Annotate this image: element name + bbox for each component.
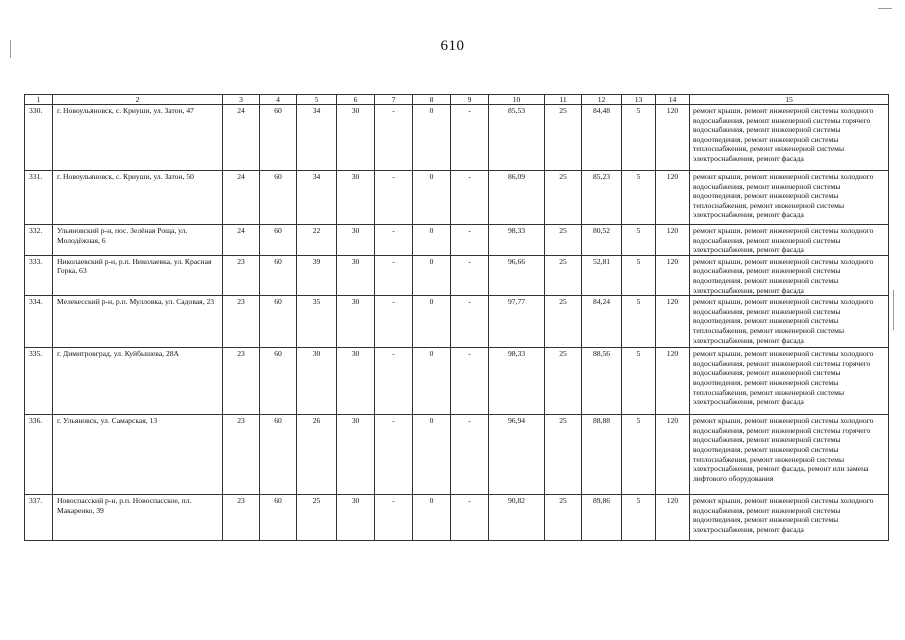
cell-col11: 25 — [545, 225, 582, 256]
cell-col3: 23 — [223, 495, 260, 541]
cell-col7: - — [375, 348, 413, 415]
cell-col3: 23 — [223, 255, 260, 295]
cell-col5: 25 — [297, 495, 337, 541]
row-number: 336. — [25, 415, 53, 495]
cell-col8: 0 — [413, 255, 451, 295]
cell-col7: - — [375, 296, 413, 348]
cell-col3: 23 — [223, 348, 260, 415]
cell-col6: 30 — [337, 255, 375, 295]
cell-col3: 24 — [223, 105, 260, 171]
cell-col7: - — [375, 415, 413, 495]
cell-col10: 86,09 — [489, 171, 545, 225]
registry-table — [24, 94, 889, 541]
cell-col9: - — [451, 495, 489, 541]
cell-col12: 52,81 — [582, 255, 622, 295]
column-header: 3 — [223, 95, 260, 105]
address-cell: Ульяновский р-н, пос. Зелёная Роща, ул. Молодёжная, 6 — [53, 225, 223, 256]
cell-col3: 23 — [223, 296, 260, 348]
cell-col10: 96,66 — [489, 255, 545, 295]
cell-col8: 0 — [413, 105, 451, 171]
works-cell: ремонт крыши, ремонт инженерной системы холодного водоснабжения, ремонт инженерной системы горячего водоснабжения, ремонт инженерной системы водоотведения, ремонт инженерной системы теплоснабжения, ремонт инженерной системы электроснабжения, ремонт фасада, ремонт или замена лифтового оборудования — [690, 415, 889, 495]
cell-col6: 30 — [337, 105, 375, 171]
cell-col12: 88,88 — [582, 415, 622, 495]
cell-col11: 25 — [545, 105, 582, 171]
cell-col9: - — [451, 225, 489, 256]
cell-col11: 25 — [545, 348, 582, 415]
cell-col5: 35 — [297, 296, 337, 348]
table-row — [25, 255, 889, 295]
row-number: 332. — [25, 225, 53, 256]
cell-col13: 5 — [622, 495, 656, 541]
table-row — [25, 171, 889, 225]
address-cell: г. Новоульяновск, с. Криуши, ул. Затон, 47 — [53, 105, 223, 171]
row-number: 333. — [25, 255, 53, 295]
column-header: 1 — [25, 95, 53, 105]
cell-col11: 25 — [545, 255, 582, 295]
table-body — [25, 105, 889, 541]
row-number: 337. — [25, 495, 53, 541]
column-header: 7 — [375, 95, 413, 105]
cell-col7: - — [375, 105, 413, 171]
column-header: 9 — [451, 95, 489, 105]
cell-col4: 60 — [260, 495, 297, 541]
cell-col11: 25 — [545, 171, 582, 225]
works-cell: ремонт крыши, ремонт инженерной системы холодного водоснабжения, ремонт инженерной системы электроснабжения, ремонт фасада — [690, 225, 889, 256]
cell-col9: - — [451, 415, 489, 495]
page-number: 610 — [440, 38, 465, 54]
row-number: 331. — [25, 171, 53, 225]
cell-col5: 30 — [297, 348, 337, 415]
column-header: 5 — [297, 95, 337, 105]
column-header: 2 — [53, 95, 223, 105]
column-header: 10 — [489, 95, 545, 105]
address-cell: Новоспасский р-н, р.п. Новоспасское, пл. Макаренко, 39 — [53, 495, 223, 541]
cell-col13: 5 — [622, 415, 656, 495]
cell-col4: 60 — [260, 105, 297, 171]
cell-col13: 5 — [622, 171, 656, 225]
cell-col6: 30 — [337, 225, 375, 256]
cell-col8: 0 — [413, 225, 451, 256]
cell-col5: 39 — [297, 255, 337, 295]
scan-mark-right — [893, 290, 894, 330]
works-cell: ремонт крыши, ремонт инженерной системы холодного водоснабжения, ремонт инженерной системы водоотведения, ремонт инженерной системы электроснабжения, ремонт фасада — [690, 495, 889, 541]
cell-col12: 84,48 — [582, 105, 622, 171]
header-row — [25, 95, 889, 105]
cell-col8: 0 — [413, 495, 451, 541]
cell-col4: 60 — [260, 348, 297, 415]
cell-col12: 88,56 — [582, 348, 622, 415]
cell-col10: 96,94 — [489, 415, 545, 495]
scan-mark-left — [10, 40, 11, 58]
address-cell: г. Димитровград, ул. Куйбышева, 28А — [53, 348, 223, 415]
cell-col8: 0 — [413, 415, 451, 495]
cell-col7: - — [375, 171, 413, 225]
cell-col6: 30 — [337, 348, 375, 415]
works-cell: ремонт крыши, ремонт инженерной системы холодного водоснабжения, ремонт инженерной системы водоотведения, ремонт инженерной системы электроснабжения, ремонт фасада — [690, 255, 889, 295]
cell-col4: 60 — [260, 296, 297, 348]
cell-col13: 5 — [622, 348, 656, 415]
works-cell: ремонт крыши, ремонт инженерной системы холодного водоснабжения, ремонт инженерной системы водоотведения, ремонт инженерной системы теплоснабжения, ремонт инженерной системы электроснабжения, ремонт фасада — [690, 296, 889, 348]
cell-col6: 30 — [337, 296, 375, 348]
cell-col10: 90,82 — [489, 495, 545, 541]
cell-col10: 98,33 — [489, 225, 545, 256]
cell-col4: 60 — [260, 171, 297, 225]
cell-col14: 120 — [656, 348, 690, 415]
row-number: 334. — [25, 296, 53, 348]
cell-col11: 25 — [545, 495, 582, 541]
table-row — [25, 348, 889, 415]
column-header: 12 — [582, 95, 622, 105]
cell-col9: - — [451, 171, 489, 225]
table-row — [25, 225, 889, 256]
cell-col12: 85,23 — [582, 171, 622, 225]
cell-col12: 80,52 — [582, 225, 622, 256]
cell-col5: 22 — [297, 225, 337, 256]
address-cell: г. Ульяновск, ул. Самарская, 13 — [53, 415, 223, 495]
cell-col14: 120 — [656, 171, 690, 225]
row-number: 335. — [25, 348, 53, 415]
scan-mark-corner — [878, 8, 892, 9]
cell-col7: - — [375, 495, 413, 541]
cell-col14: 120 — [656, 495, 690, 541]
cell-col3: 24 — [223, 171, 260, 225]
table-row — [25, 296, 889, 348]
row-number: 330. — [25, 105, 53, 171]
cell-col8: 0 — [413, 171, 451, 225]
cell-col13: 5 — [622, 105, 656, 171]
cell-col6: 30 — [337, 415, 375, 495]
cell-col5: 34 — [297, 105, 337, 171]
cell-col8: 0 — [413, 348, 451, 415]
cell-col9: - — [451, 296, 489, 348]
works-cell: ремонт крыши, ремонт инженерной системы холодного водоснабжения, ремонт инженерной системы горячего водоснабжения, ремонт инженерной системы водоотведения, ремонт инженерной системы теплоснабжения, ремонт инженерной системы электроснабжения, ремонт фасада — [690, 105, 889, 171]
cell-col9: - — [451, 105, 489, 171]
cell-col4: 60 — [260, 415, 297, 495]
cell-col10: 85,53 — [489, 105, 545, 171]
address-cell: г. Новоульяновск, с. Криуши, ул. Затон, 50 — [53, 171, 223, 225]
table-row — [25, 415, 889, 495]
cell-col14: 120 — [656, 415, 690, 495]
cell-col14: 120 — [656, 105, 690, 171]
column-header: 11 — [545, 95, 582, 105]
column-header: 6 — [337, 95, 375, 105]
cell-col13: 5 — [622, 225, 656, 256]
column-header: 8 — [413, 95, 451, 105]
cell-col9: - — [451, 348, 489, 415]
cell-col8: 0 — [413, 296, 451, 348]
cell-col13: 5 — [622, 255, 656, 295]
address-cell: Николаевский р-н, р.п. Николаевка, ул. Красная Горка, 63 — [53, 255, 223, 295]
works-cell: ремонт крыши, ремонт инженерной системы холодного водоснабжения, ремонт инженерной системы горячего водоснабжения, ремонт инженерной системы водоотведения, ремонт инженерной системы теплоснабжения, ремонт инженерной системы электроснабжения, ремонт фасада — [690, 348, 889, 415]
cell-col13: 5 — [622, 296, 656, 348]
cell-col5: 26 — [297, 415, 337, 495]
cell-col6: 30 — [337, 171, 375, 225]
works-cell: ремонт крыши, ремонт инженерной системы холодного водоснабжения, ремонт инженерной системы водоотведения, ремонт инженерной системы теплоснабжения, ремонт инженерной системы электроснабжения, ремонт фасада — [690, 171, 889, 225]
cell-col4: 60 — [260, 255, 297, 295]
cell-col7: - — [375, 255, 413, 295]
cell-col9: - — [451, 255, 489, 295]
cell-col14: 120 — [656, 255, 690, 295]
cell-col12: 84,24 — [582, 296, 622, 348]
column-header: 4 — [260, 95, 297, 105]
cell-col14: 120 — [656, 296, 690, 348]
cell-col6: 30 — [337, 495, 375, 541]
cell-col10: 98,33 — [489, 348, 545, 415]
cell-col3: 24 — [223, 225, 260, 256]
column-header: 15 — [690, 95, 889, 105]
table-row — [25, 495, 889, 541]
address-cell: Мелекесский р-н, р.п. Мулловка, ул. Садовая, 23 — [53, 296, 223, 348]
cell-col10: 97,77 — [489, 296, 545, 348]
cell-col14: 120 — [656, 225, 690, 256]
cell-col4: 60 — [260, 225, 297, 256]
cell-col11: 25 — [545, 296, 582, 348]
table-row — [25, 105, 889, 171]
cell-col3: 23 — [223, 415, 260, 495]
column-header: 13 — [622, 95, 656, 105]
column-header: 14 — [656, 95, 690, 105]
cell-col7: - — [375, 225, 413, 256]
cell-col11: 25 — [545, 415, 582, 495]
cell-col12: 89,86 — [582, 495, 622, 541]
cell-col5: 34 — [297, 171, 337, 225]
